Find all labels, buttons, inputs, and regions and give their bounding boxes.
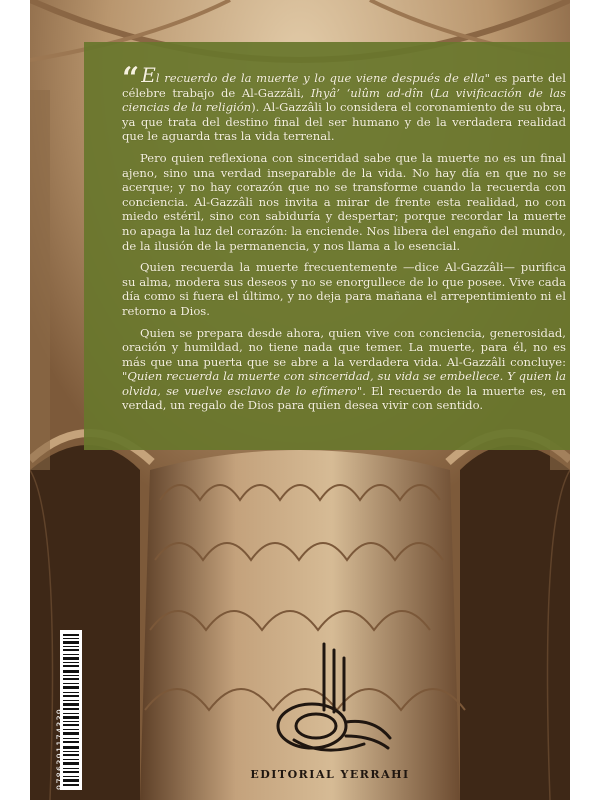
text-segment: ( xyxy=(423,85,435,100)
book-back-cover xyxy=(30,0,570,800)
description-panel xyxy=(84,42,570,450)
text-segment: ". El recuerdo de la muerte es, en verdad, un regalo de Dios para quien desea vivir con sentido. xyxy=(122,383,567,413)
open-quote-icon: “ xyxy=(122,61,140,96)
conclusion-quote: Quien recuerda la muerte con sinceridad, su vida se embellece. Y quien la olvida, se vuelve esclavo de lo efímero xyxy=(122,369,566,398)
spanish-title: La vivificación de las ciencias de la religión xyxy=(122,85,567,115)
paragraph-4 xyxy=(122,326,566,414)
close-quote: " xyxy=(484,71,490,85)
drop-letter: E xyxy=(141,63,156,87)
paragraph-3: Quien recuerda la muerte frecuentemente —dice Al-Gazzâli— purifica su alma, modera sus deseos y no se enorgullece de lo que posee. Vive cada día como si fuera el último, y no deja para mañana el arrepentimiento ni el retorno a Dios. xyxy=(122,260,566,318)
paragraph-1 xyxy=(122,61,567,144)
book-title-quote: l recuerdo de la muerte y lo que viene después de ella xyxy=(155,71,485,85)
tughra-calligraphy-logo xyxy=(264,640,394,765)
publisher-name: EDITORIAL YERRAHI xyxy=(250,768,410,781)
text-segment: ). Al-Gazzâli lo considera el coronamiento de su obra, ya que trata del destino final del ser humano y de la verdadera realidad que le aguarda tras la vida terrenal. xyxy=(122,100,566,144)
paragraph-2: Pero quien reflexiona con sinceridad sabe que la muerte no es un final ajeno, sino una verdad inseparable de la vida. No hay día en que no se acerque; y no hay corazón que no se transforme cuando la recuerda con conciencia. Al-Gazzâli nos invita a mirar de frente esta realidad, no con miedo estéril, sino con sabiduría y despertar; porque recordar la muerte no apaga la luz del corazón: la enciende. Nos libera del engaño del mundo, de la ilusión de la permanencia, y nos llama a lo esencial. xyxy=(122,150,566,253)
text-segment: es parte del célebre trabajo de Al-Gazzâli, xyxy=(122,71,566,100)
isbn-number: 9786391174339 xyxy=(56,707,66,790)
arabic-title: Ihyâ’ ‘ulûm ad-dîn xyxy=(310,85,424,100)
text-segment: Quien se prepara desde ahora, quien vive con conciencia, generosidad, oración y humildad, no tiene nada que temer. La muerte, para él, no es más que una puerta que se abre a la verdadera vida. Al-Gazzâli concluye: " xyxy=(122,325,566,384)
